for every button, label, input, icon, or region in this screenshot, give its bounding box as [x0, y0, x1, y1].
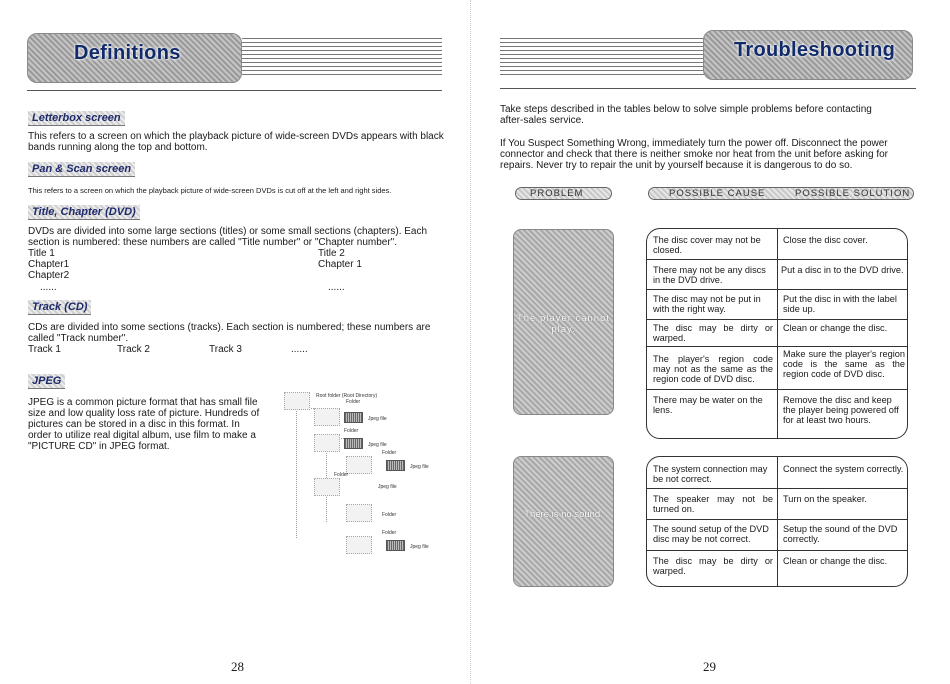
folder-icon [346, 456, 372, 474]
example-text: Track 3 [209, 344, 242, 355]
tree-label: Jpeg file [410, 544, 429, 550]
section-label: Letterbox screen [28, 111, 125, 126]
folder-icon [346, 536, 372, 554]
section-body: This refers to a screen on which the playback picture of wide-screen DVDs appears with black bands running along the top and bottom. [28, 131, 444, 153]
problem-box [513, 229, 614, 415]
folder-icon [284, 392, 310, 410]
cause-cell: The disc may be dirty or warped. [653, 556, 773, 576]
troubleshooting-banner [703, 30, 913, 80]
header-rule [27, 90, 442, 91]
section-body: This refers to a screen on which the playback picture of wide-screen DVDs is cut off at the left and right sides. [28, 186, 392, 195]
example-text: ...... [291, 344, 308, 355]
jpeg-file-icon [344, 438, 363, 449]
example-text: Track 2 [117, 344, 150, 355]
solution-cell: Make sure the player's region code is the same as the region code of DVD disc. [783, 349, 905, 379]
problem-title: The player cannot play. [516, 313, 611, 335]
tree-label: Jpeg file [368, 442, 387, 448]
tree-label: Folder [346, 399, 361, 405]
jpeg-file-icon [386, 460, 405, 471]
page-title: Definitions [74, 42, 181, 64]
row-divider [647, 550, 907, 551]
tree-label: Folder [334, 472, 349, 478]
tree-label: Jpeg file [378, 484, 397, 490]
row-divider [647, 389, 907, 390]
example-text: Title 1 [28, 248, 55, 259]
example-text: Chapter 1 [318, 259, 362, 270]
page-troubleshooting [476, 0, 950, 684]
jpeg-file-icon [344, 412, 363, 423]
banner-rule [242, 38, 442, 78]
folder-tree-diagram [282, 390, 452, 560]
problem-title: There is no sound. [524, 509, 603, 520]
solution-cell: Turn on the speaker. [783, 494, 867, 504]
example-text: Track 1 [28, 344, 61, 355]
header-rule [500, 88, 916, 89]
solution-cell: Put a disc in to the DVD drive. [781, 265, 904, 275]
tree-label: Folder [382, 530, 397, 536]
solution-cell: Clean or change the disc. [783, 556, 888, 566]
column-header-label: PROBLEM [530, 188, 584, 199]
cause-cell: The sound setup of the DVD disc may be not correct. [653, 524, 769, 544]
solution-cell: Setup the sound of the DVD correctly. [783, 524, 898, 544]
folder-icon [314, 408, 340, 426]
column-header-cause-solution [648, 187, 914, 200]
solution-cell: Clean or change the disc. [783, 323, 888, 333]
cause-cell: The speaker may not be turned on. [653, 494, 773, 514]
column-divider [777, 229, 778, 439]
definitions-banner [27, 33, 242, 83]
section-label: Title, Chapter (DVD) [28, 205, 140, 220]
problem-table [646, 228, 908, 439]
row-divider [647, 488, 907, 489]
column-header-problem [515, 187, 612, 200]
solution-cell: Remove the disc and keep the player being powered off for at least two hours. [783, 395, 899, 425]
folder-icon [346, 504, 372, 522]
tree-connector [296, 408, 314, 538]
row-divider [647, 259, 907, 260]
row-divider [647, 289, 907, 290]
section-label: JPEG [28, 374, 65, 389]
section-body: JPEG is a common picture format that has small file size and low quality loss rate of picture. Hundreds of pictures can be stored in a disc in this format. In order to utilize real digital album, use film to make a "PICTURE CD" in JPEG format. [28, 397, 260, 452]
solution-cell: Put the disc in with the label side up. [783, 294, 897, 314]
warning-text: If You Suspect Something Wrong, immediately turn the power off. Disconnect the power connector and check that there is neither smoke nor heat from the unit before asking for repairs. Never try to repair the unit by yourself because it is dangerous to do so. [500, 138, 888, 171]
example-text: ...... [40, 282, 57, 293]
jpeg-file-icon [386, 540, 405, 551]
cause-cell: The disc may be dirty or warped. [653, 323, 773, 343]
column-header-label: POSSIBLE CAUSE [669, 188, 766, 199]
intro-text: Take steps described in the tables below to solve simple problems before contacting after-sales service. [500, 104, 872, 126]
cause-cell: The system connection may be not correct. [653, 464, 768, 484]
example-text: Chapter1 [28, 259, 70, 270]
page-number: 28 [231, 659, 244, 674]
example-text: ...... [328, 282, 345, 293]
column-header-label: POSSIBLE SOLUTION [795, 188, 911, 199]
problem-table [646, 456, 908, 587]
cause-cell: There may be water on the lens. [653, 395, 763, 415]
tree-label: Jpeg file [410, 464, 429, 470]
tree-label: Folder [382, 450, 397, 456]
problem-box [513, 456, 614, 587]
row-divider [647, 319, 907, 320]
page-title: Troubleshooting [734, 39, 896, 61]
tree-label: Folder [344, 428, 359, 434]
folder-icon [314, 478, 340, 496]
section-label: Pan & Scan screen [28, 162, 135, 177]
section-label: Track (CD) [28, 300, 91, 315]
column-divider [777, 457, 778, 587]
row-divider [647, 519, 907, 520]
row-divider [647, 346, 907, 347]
page-number: 29 [703, 659, 716, 674]
cause-cell: The player's region code may not as the same as the region code of DVD disc. [653, 354, 773, 384]
cause-cell: The disc cover may not be closed. [653, 235, 761, 255]
page-definitions [0, 0, 470, 684]
solution-cell: Connect the system correctly. [783, 464, 904, 474]
folder-icon [314, 434, 340, 452]
tree-label: Folder [382, 512, 397, 518]
banner-rule [500, 38, 704, 78]
solution-cell: Close the disc cover. [783, 235, 868, 245]
tree-label: Jpeg file [368, 416, 387, 422]
section-body: CDs are divided into some sections (tracks). Each section is numbered; these numbers are called "Track number". [28, 322, 431, 344]
cause-cell: There may not be any discs in the DVD drive. [653, 265, 766, 285]
cause-cell: The disc may not be put in with the right way. [653, 294, 761, 314]
example-text: Title 2 [318, 248, 345, 259]
tree-label: Root folder (Root Directory) [316, 393, 378, 399]
example-text: Chapter2 [28, 270, 70, 281]
section-body: DVDs are divided into some large sections (titles) or some small sections (chapters). Each section is numbered: these numbers are called "Title number" or "Chapter number". [28, 226, 428, 248]
